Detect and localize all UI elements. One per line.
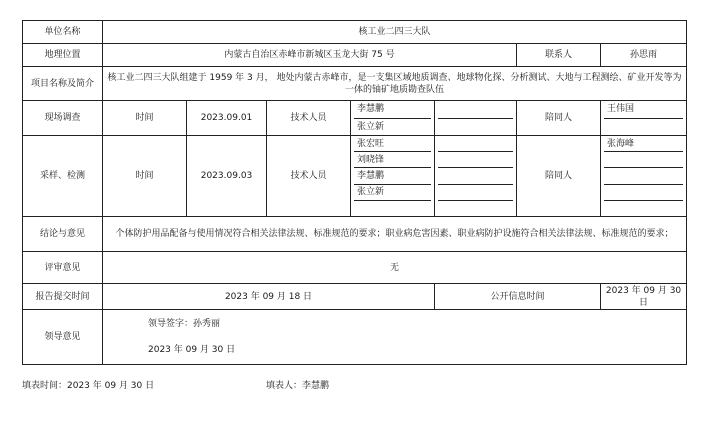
sampling-blank-cell <box>435 136 517 217</box>
leader-label: 领导意见 <box>23 310 103 365</box>
sampling-label: 采样、检测 <box>23 136 103 217</box>
form-table <box>22 20 687 365</box>
survey-label: 现场调查 <box>23 101 103 136</box>
survey-blank-cell <box>435 101 517 136</box>
review-label: 评审意见 <box>23 252 103 284</box>
submit-label: 报告提交时间 <box>23 284 103 310</box>
survey-escort: 王伟国 <box>604 101 683 119</box>
sampling-time-label: 时间 <box>103 136 187 217</box>
conclusion-label: 结论与意见 <box>23 217 103 252</box>
review-value: 无 <box>103 252 687 284</box>
survey-escort-label: 陪同人 <box>517 101 601 136</box>
leader-cell <box>103 310 687 365</box>
contact-value: 孙思雨 <box>601 44 687 67</box>
sampling-escort-cell <box>601 136 687 217</box>
sampling-escort: 张海峰 <box>604 136 683 152</box>
sampling-date: 2023.09.03 <box>187 136 267 217</box>
sampling-staff-3: 李慧鹏 <box>354 168 431 184</box>
unit-value: 核工业二四三大队 <box>103 21 687 44</box>
survey-date: 2023.09.01 <box>187 101 267 136</box>
intro-value: 核工业二四三大队组建于 1959 年 3 月， 地处内蒙古赤峰市，是一支集区域地质调查、地球物化探、分析测试、大地与工程测绘、矿业开发等为一体的铀矿地质勘查队伍 <box>103 67 687 101</box>
publish-value: 2023 年 09 月 30 日 <box>601 284 687 310</box>
sampling-tech-label: 技术人员 <box>267 136 351 217</box>
sampling-staff-cell <box>351 136 435 217</box>
unit-label: 单位名称 <box>23 21 103 44</box>
submit-value: 2023 年 09 月 18 日 <box>103 284 435 310</box>
sampling-escort-label: 陪同人 <box>517 136 601 217</box>
survey-escort-cell <box>601 101 687 136</box>
survey-staff-1: 李慧鹏 <box>354 101 431 119</box>
contact-label: 联系人 <box>517 44 601 67</box>
location-value: 内蒙古自治区赤峰市新城区玉龙大街 75 号 <box>103 44 517 67</box>
publish-label: 公开信息时间 <box>435 284 601 310</box>
sampling-staff-1: 张宏旺 <box>354 136 431 152</box>
location-label: 地理位置 <box>23 44 103 67</box>
filler: 填表人：李慧鹏 <box>266 381 330 391</box>
survey-staff-2: 张立新 <box>357 121 385 132</box>
conclusion-value: 个体防护用品配备与使用情况符合相关法律法规、标准规范的要求；职业病危害因素、职业病防护设施符合相关法律法规、标准规范的要求； <box>103 217 687 252</box>
sampling-staff-4: 张立新 <box>354 185 431 201</box>
intro-label: 项目名称及简介 <box>23 67 103 101</box>
leader-date: 2023 年 09 月 30 日 <box>148 345 236 355</box>
survey-time-label: 时间 <box>103 101 187 136</box>
disclosure-form <box>22 20 686 365</box>
survey-tech-label: 技术人员 <box>267 101 351 136</box>
leader-signature: 领导签字：孙秀丽 <box>148 319 221 329</box>
fill-time: 填表时间：2023 年 09 月 30 日 <box>22 381 155 391</box>
survey-staff-cell <box>351 101 435 136</box>
sampling-staff-2: 刘晓锋 <box>354 152 431 168</box>
